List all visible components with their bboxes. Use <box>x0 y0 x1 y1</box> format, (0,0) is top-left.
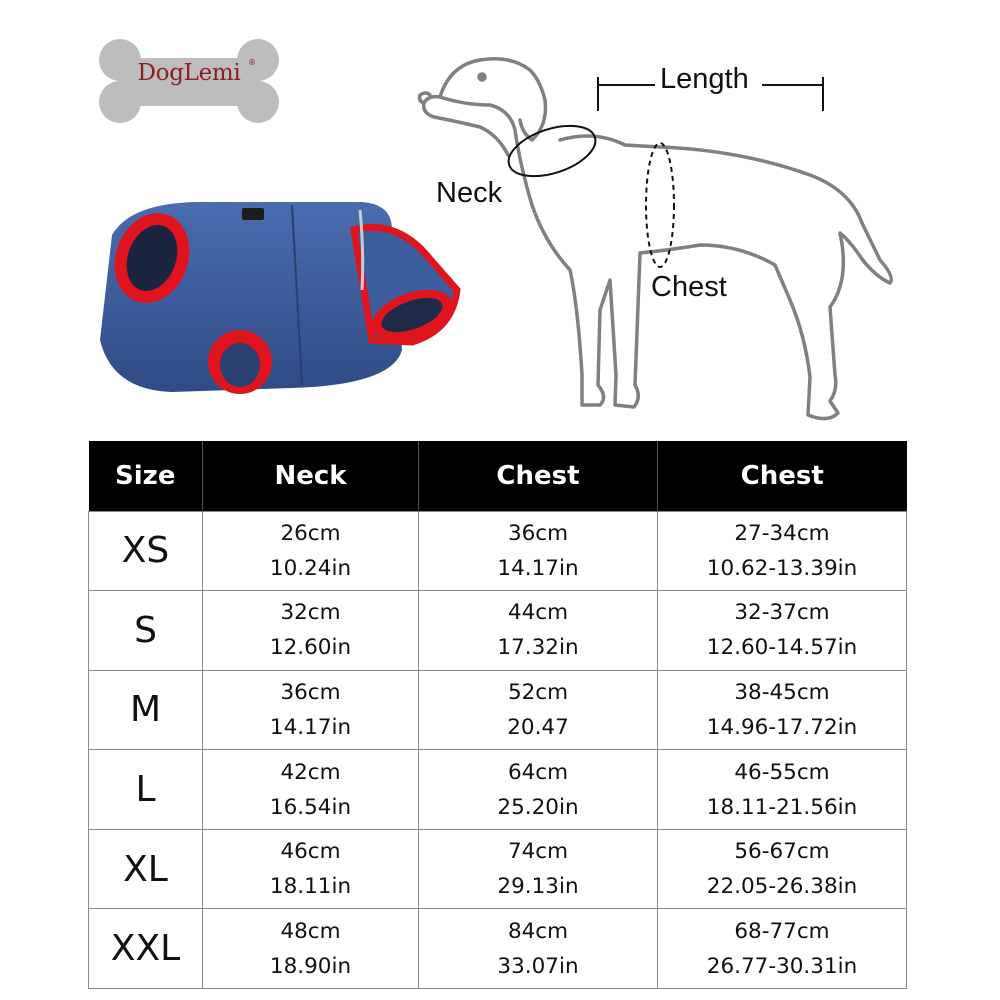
size-cell: M <box>89 670 203 750</box>
cm-value: 38-45cm <box>734 679 830 705</box>
chest-range-cell <box>658 670 907 750</box>
in-value: 29.13in <box>497 874 579 900</box>
size-chart-table <box>88 441 907 989</box>
in-value: 14.96-17.72in <box>706 714 858 740</box>
size-cell: S <box>89 591 203 671</box>
size-cell: XXL <box>89 909 203 989</box>
cm-value: 36cm <box>280 679 341 705</box>
neck-cell <box>203 511 419 591</box>
dog-measurement-diagram <box>410 45 910 435</box>
chest-range-cell <box>658 909 907 989</box>
in-value: 12.60in <box>269 635 352 661</box>
neck-cell <box>203 750 419 830</box>
header-neck: Neck <box>203 441 419 511</box>
in-value: 18.11in <box>269 874 352 900</box>
dog-outline-icon <box>410 45 910 435</box>
chest-cell <box>419 750 658 830</box>
in-value: 10.24in <box>269 555 352 581</box>
in-value: 10.62-13.39in <box>706 555 858 581</box>
in-value: 20.47 <box>507 714 569 740</box>
table-row <box>89 670 907 750</box>
in-value: 16.54in <box>269 794 352 820</box>
neck-cell <box>203 829 419 909</box>
chest-range-cell <box>658 511 907 591</box>
length-label: Length <box>660 63 749 95</box>
neck-cell <box>203 670 419 750</box>
header-chest-range: Chest <box>658 441 907 511</box>
cm-value: 32-37cm <box>734 600 830 626</box>
in-value: 14.17in <box>269 714 352 740</box>
table-header-row <box>89 441 907 511</box>
cm-value: 44cm <box>507 600 569 626</box>
cm-value: 52cm <box>507 679 569 705</box>
cm-value: 48cm <box>280 918 341 944</box>
in-value: 14.17in <box>497 555 579 581</box>
chest-cell <box>419 829 658 909</box>
neck-label: Neck <box>436 177 503 209</box>
cm-value: 74cm <box>507 839 569 865</box>
size-cell: L <box>89 750 203 830</box>
cm-value: 27-34cm <box>734 520 830 546</box>
in-value: 12.60-14.57in <box>706 635 858 661</box>
cm-value: 42cm <box>280 759 341 785</box>
cm-value: 46-55cm <box>734 759 830 785</box>
size-cell: XS <box>89 511 203 591</box>
cm-value: 32cm <box>280 600 341 626</box>
cm-value: 64cm <box>507 759 569 785</box>
table-row <box>89 909 907 989</box>
chest-cell <box>419 511 658 591</box>
cm-value: 84cm <box>507 918 569 944</box>
in-value: 22.05-26.38in <box>706 874 858 900</box>
table-row <box>89 511 907 591</box>
registered-mark: ® <box>248 58 256 67</box>
table-row <box>89 591 907 671</box>
cm-value: 56-67cm <box>734 839 830 865</box>
table-row <box>89 829 907 909</box>
in-value: 26.77-30.31in <box>706 953 858 979</box>
chest-cell <box>419 591 658 671</box>
chest-range-cell <box>658 750 907 830</box>
cm-value: 26cm <box>280 520 341 546</box>
header-size: Size <box>89 441 203 511</box>
header-chest: Chest <box>419 441 658 511</box>
in-value: 25.20in <box>497 794 579 820</box>
chest-range-cell <box>658 591 907 671</box>
chest-cell <box>419 670 658 750</box>
chest-cell <box>419 909 658 989</box>
size-cell: XL <box>89 829 203 909</box>
in-value: 17.32in <box>497 635 579 661</box>
chest-label: Chest <box>651 271 727 303</box>
in-value: 18.90in <box>269 953 352 979</box>
brand-logo <box>98 36 280 128</box>
neck-cell <box>203 909 419 989</box>
in-value: 33.07in <box>497 953 579 979</box>
neck-cell <box>203 591 419 671</box>
in-value: 18.11-21.56in <box>706 794 858 820</box>
chest-range-cell <box>658 829 907 909</box>
table-row <box>89 750 907 830</box>
cm-value: 36cm <box>507 520 569 546</box>
cm-value: 46cm <box>280 839 341 865</box>
brand-name: DogLemi <box>137 60 241 86</box>
cm-value: 68-77cm <box>734 918 830 944</box>
